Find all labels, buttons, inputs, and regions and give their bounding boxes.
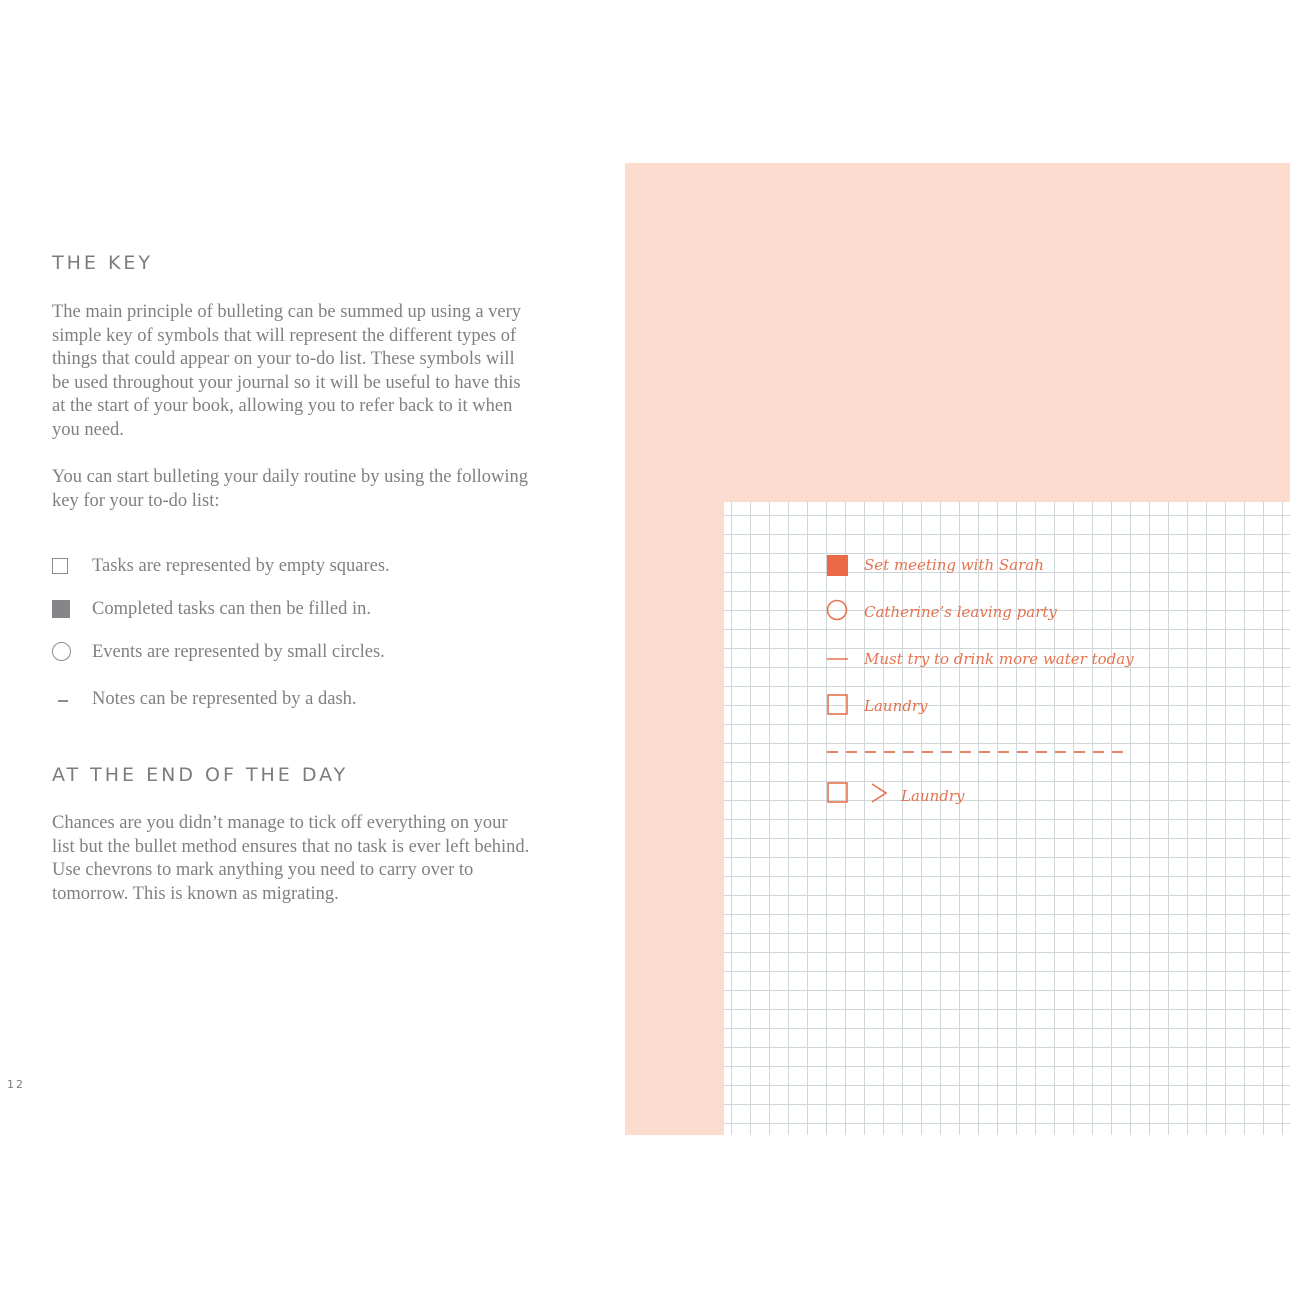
key-item-label: Notes can be represented by a dash. xyxy=(92,689,357,709)
intro-paragraph: The main principle of bulleting can be summed up using a very simple key of symbols that will represent the different types of things that could appear on your to-do list. These symbols will be used throughout your journal so it will be useful to have this at the start of your book, allowing you to refer back to it when you need. xyxy=(52,302,522,440)
key-item-label: Completed tasks can then be filled in. xyxy=(92,599,371,619)
journal-entry-party xyxy=(828,601,1058,622)
key-item-label: Events are represented by small circles. xyxy=(92,642,385,662)
circle-icon xyxy=(52,641,72,663)
key-item-note xyxy=(52,688,532,712)
page-number: 12 xyxy=(7,1078,25,1091)
empty-square-icon xyxy=(52,555,72,577)
entry-text: Laundry xyxy=(864,697,928,715)
journal-entry-water xyxy=(827,650,1134,668)
journal-entry-migrated xyxy=(828,783,965,805)
filled-square-icon xyxy=(827,555,848,576)
empty-square-icon xyxy=(828,695,847,714)
journal-entry-laundry xyxy=(828,695,928,715)
end-of-day-paragraph: Chances are you didn’t manage to tick off everything on your list but the bullet method ensures that no task is ever left behind. Use chevrons to mark anything you need to carry over to tomorrow. This is known as migrating. xyxy=(52,813,530,904)
key-item-label: Tasks are represented by empty squares. xyxy=(92,556,390,576)
empty-square-icon xyxy=(828,783,847,802)
journal-entries xyxy=(724,502,1290,1135)
entry-text: Catherine’s leaving party xyxy=(864,603,1057,621)
circle-icon xyxy=(828,601,847,620)
start-paragraph: You can start bulleting your daily routine by using the following key for your to-do list: xyxy=(52,467,528,511)
entry-text: Must try to drink more water today xyxy=(864,650,1134,668)
key-item-completed xyxy=(52,598,532,622)
end-of-day-heading: AT THE END OF THE DAY xyxy=(52,764,349,786)
filled-square-icon xyxy=(52,598,72,620)
dash-icon xyxy=(52,688,72,710)
key-heading: THE KEY xyxy=(52,252,154,274)
entry-text: Set meeting with Sarah xyxy=(864,556,1044,574)
key-item-event xyxy=(52,641,532,665)
journal-entry-meeting xyxy=(827,555,1044,576)
entry-text: Laundry xyxy=(901,787,965,805)
chevron-icon xyxy=(872,784,886,802)
grid-paper xyxy=(724,502,1290,1135)
key-item-task xyxy=(52,555,532,579)
